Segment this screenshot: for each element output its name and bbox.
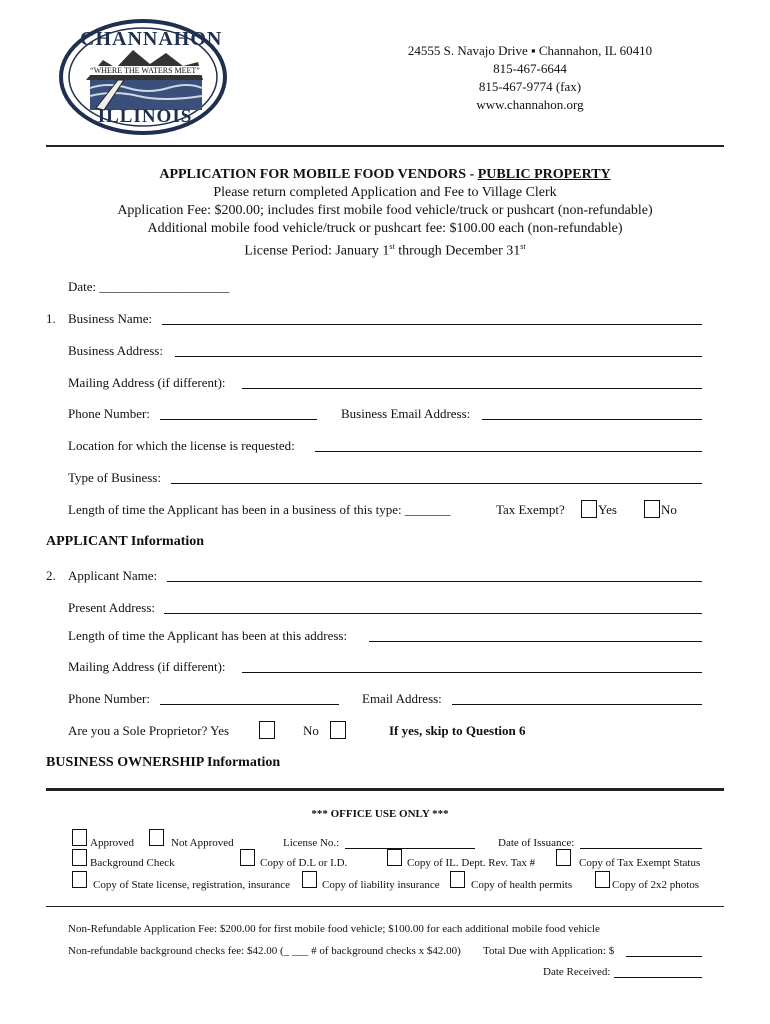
copy-il-tax-label: Copy of IL. Dept. Rev. Tax #: [407, 857, 536, 869]
license-no-field[interactable]: [345, 848, 475, 849]
applicant-email-field[interactable]: [452, 704, 702, 705]
length-business-field[interactable]: Length of time the Applicant has been in a business of this type: _______: [68, 502, 451, 517]
location-label: Location for which the license is requested:: [68, 438, 295, 453]
office-divider: [46, 788, 724, 791]
date-received-label: Date Received:: [543, 966, 611, 978]
date-issuance-label: Date of Issuance:: [498, 837, 575, 849]
copy-health-checkbox[interactable]: [450, 871, 465, 888]
contact-block: [340, 42, 720, 114]
date-received-field[interactable]: [614, 977, 702, 978]
tax-exempt-no-checkbox[interactable]: [644, 500, 660, 518]
type-of-business-label: Type of Business:: [68, 470, 161, 485]
contact-fax: 815-467-9774 (fax): [478, 79, 582, 94]
copy-photos-label: Copy of 2x2 photos: [612, 879, 700, 891]
copy-dl-label: Copy of D.L or I.D.: [260, 857, 348, 869]
total-due-label: Total Due with Application: $: [483, 945, 615, 957]
length-address-field[interactable]: [369, 641, 702, 642]
sole-proprietor-no-checkbox[interactable]: [330, 721, 346, 739]
phone-field[interactable]: [160, 419, 317, 420]
applicant-heading: APPLICANT Information: [46, 534, 205, 549]
approved-checkbox[interactable]: [72, 829, 87, 846]
question-1-number: 1.: [46, 311, 56, 326]
fees-divider: [46, 906, 724, 907]
copy-photos-checkbox[interactable]: [595, 871, 610, 888]
phone-label: Phone Number:: [68, 406, 150, 421]
business-name-field[interactable]: [162, 324, 702, 325]
skip-note: If yes, skip to Question 6: [389, 723, 526, 738]
length-address-label: Length of time the Applicant has been at this address:: [68, 628, 348, 643]
applicant-phone-field[interactable]: [160, 704, 339, 705]
application-fee: Application Fee: $200.00; includes first mobile food vehicle/truck or pushcart (non-refundable): [117, 203, 653, 218]
present-address-field[interactable]: [164, 613, 702, 614]
present-address-label: Present Address:: [68, 600, 156, 615]
copy-il-tax-checkbox[interactable]: [387, 849, 402, 866]
not-approved-checkbox[interactable]: [149, 829, 164, 846]
copy-liability-checkbox[interactable]: [302, 871, 317, 888]
ownership-heading: BUSINESS OWNERSHIP Information: [46, 755, 281, 770]
license-period: License Period: January 1st through December 31st: [244, 242, 526, 259]
not-approved-label: Not Approved: [171, 837, 234, 849]
logo-bottom-text: ILLINOIS: [97, 106, 193, 127]
tax-exempt-label: Tax Exempt?: [496, 502, 565, 517]
mailing-address-field[interactable]: [242, 388, 702, 389]
business-address-field[interactable]: [175, 356, 702, 357]
sole-proprietor-label: Are you a Sole Proprietor? Yes: [68, 723, 230, 738]
office-use-heading: *** OFFICE USE ONLY ***: [311, 808, 449, 820]
return-instruction: Please return completed Application and Fee to Village Clerk: [213, 185, 557, 200]
type-of-business-field[interactable]: [171, 483, 702, 484]
village-logo: [58, 18, 228, 136]
contact-website: www.channahon.org: [476, 97, 584, 112]
copy-dl-checkbox[interactable]: [240, 849, 255, 866]
license-no-label: License No.:: [283, 837, 340, 849]
header-divider: [46, 145, 724, 147]
business-address-label: Business Address:: [68, 343, 163, 358]
form-title: APPLICATION FOR MOBILE FOOD VENDORS - PUBLIC PROPERTY: [159, 167, 611, 182]
contact-address: 24555 S. Navajo Drive ▪ Channahon, IL 60410: [407, 43, 653, 58]
applicant-name-label: Applicant Name:: [68, 568, 158, 583]
date-issuance-field[interactable]: [580, 848, 702, 849]
approved-label: Approved: [90, 837, 134, 849]
tax-exempt-yes-label: Yes: [598, 502, 617, 517]
applicant-phone-label: Phone Number:: [68, 691, 150, 706]
copy-tax-exempt-checkbox[interactable]: [556, 849, 571, 866]
applicant-email-label: Email Address:: [362, 691, 442, 706]
tax-exempt-no-label: No: [661, 502, 677, 517]
date-field[interactable]: Date: ____________________: [68, 279, 230, 294]
copy-health-label: Copy of health permits: [471, 879, 573, 891]
applicant-mailing-label: Mailing Address (if different):: [68, 659, 226, 674]
logo-motto: “WHERE THE WATERS MEET”: [80, 66, 210, 75]
background-fee-note: Non-refundable background checks fee: $42.00 (_ ___ # of background checks x $42.00): [68, 945, 461, 957]
copy-state-license-label: Copy of State license, registration, insurance: [93, 879, 291, 891]
total-due-field[interactable]: [626, 956, 702, 957]
business-name-label: Business Name:: [68, 311, 153, 326]
business-email-label: Business Email Address:: [341, 406, 471, 421]
copy-tax-exempt-label: Copy of Tax Exempt Status: [579, 857, 701, 869]
title-block: [40, 166, 730, 261]
logo-top-text: CHANNAHON: [80, 28, 223, 50]
background-check-checkbox[interactable]: [72, 849, 87, 866]
copy-state-license-checkbox[interactable]: [72, 871, 87, 888]
contact-phone: 815-467-6644: [493, 61, 567, 76]
business-email-field[interactable]: [482, 419, 702, 420]
background-check-label: Background Check: [90, 857, 175, 869]
tax-exempt-yes-checkbox[interactable]: [581, 500, 597, 518]
applicant-mailing-field[interactable]: [242, 672, 702, 673]
question-2-number: 2.: [46, 568, 56, 583]
sole-proprietor-no-label: No: [303, 723, 319, 738]
location-field[interactable]: [315, 451, 702, 452]
application-fee-note: Non-Refundable Application Fee: $200.00 for first mobile food vehicle; $100.00 for each additional mobile food vehicle: [68, 923, 600, 935]
mailing-address-label: Mailing Address (if different):: [68, 375, 226, 390]
sole-proprietor-yes-checkbox[interactable]: [259, 721, 275, 739]
copy-liability-label: Copy of liability insurance: [322, 879, 440, 891]
applicant-name-field[interactable]: [167, 581, 702, 582]
additional-fee: Additional mobile food vehicle/truck or pushcart fee: $100.00 each (non-refundable): [147, 221, 623, 236]
